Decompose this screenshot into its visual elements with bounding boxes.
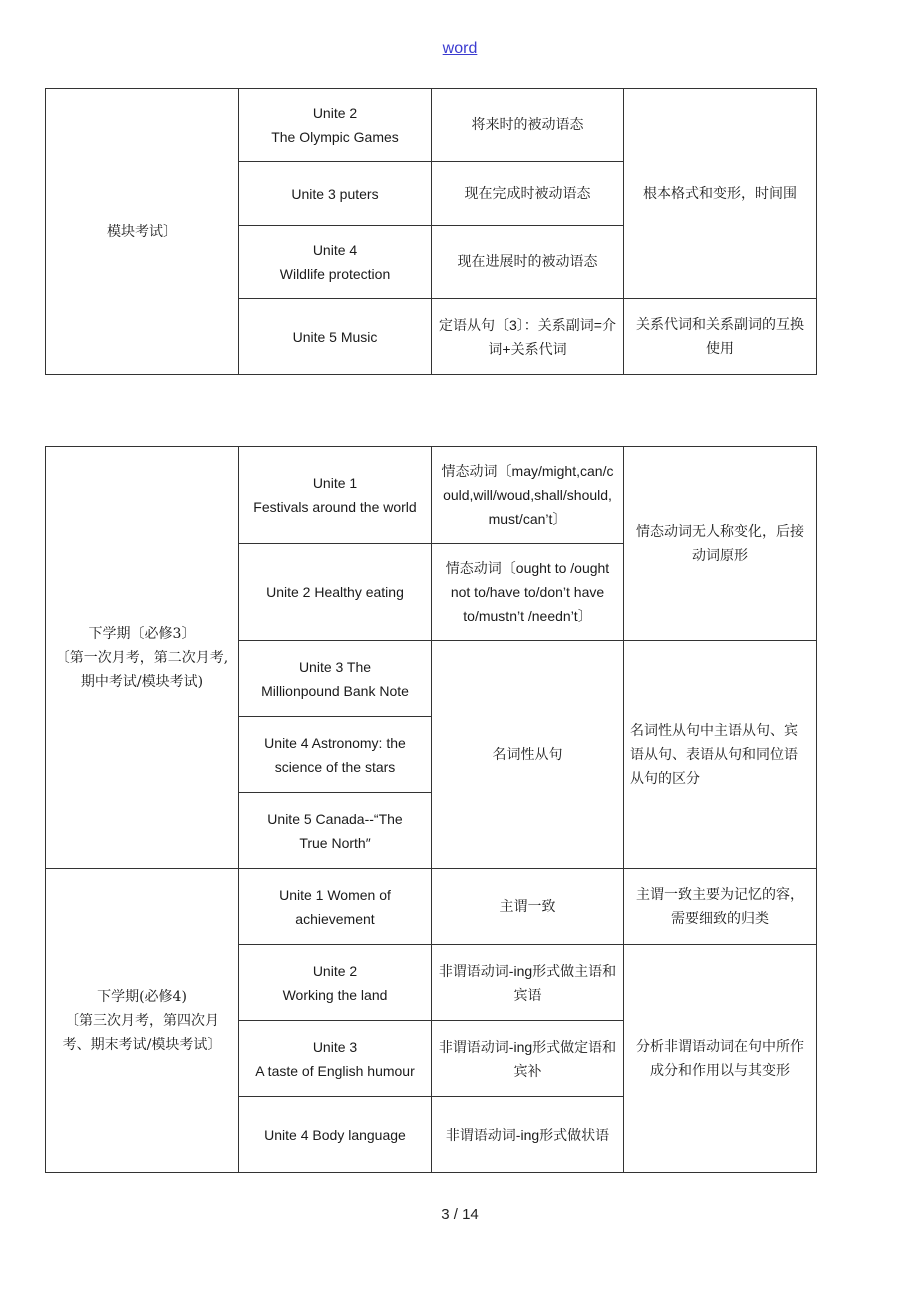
note-cell: 分析非谓语动词在句中所作成分和作用以与其变形 — [624, 945, 817, 1173]
note-cell: 主谓一致主要为记忆的容，需要细致的归类 — [624, 869, 817, 945]
curriculum-table-continued — [45, 88, 817, 375]
unit-cell: Unite 4 Astronomy: the science of the stars — [239, 717, 432, 793]
note-cell: 名词性从句中主语从句、宾语从句、表语从句和同位语从句的区分 — [624, 641, 817, 869]
grammar-cell: 现在进展时的被动语态 — [432, 226, 624, 299]
grammar-cell: 将来时的被动语态 — [432, 89, 624, 162]
unit-cell: Unite 1 Festivals around the world — [239, 447, 432, 544]
grammar-cell: 非谓语动词-ing形式做主语和宾语 — [432, 945, 624, 1021]
header-word-link[interactable]: word — [442, 40, 478, 57]
unit-cell: Unite 5 Canada--“The True North″ — [239, 793, 432, 869]
grammar-cell: 情态动词〔may/might,can/could,will/woud,shall/should,must/can’t〕 — [432, 447, 624, 544]
page-number: 3 / 14 — [441, 1206, 479, 1223]
term-cell-continued: 模块考试〕 — [46, 89, 239, 375]
term-cell-book4: 下学期(必修4) 〔第三次月考，第四次月考、期末考试/模块考试〕 — [46, 869, 239, 1173]
unit-cell: Unite 1 Women of achievement — [239, 869, 432, 945]
unit-cell: Unite 3 The Millionpound Bank Note — [239, 641, 432, 717]
note-cell: 情态动词无人称变化，后接动词原形 — [624, 447, 817, 641]
grammar-cell: 现在完成时被动语态 — [432, 162, 624, 226]
unit-cell: Unite 2 Working the land — [239, 945, 432, 1021]
grammar-cell: 主谓一致 — [432, 869, 624, 945]
unit-cell: Unite 3 puters — [239, 162, 432, 226]
unit-cell: Unite 5 Music — [239, 299, 432, 375]
grammar-cell: 非谓语动词-ing形式做状语 — [432, 1097, 624, 1173]
note-cell: 关系代词和关系副词的互换使用 — [624, 299, 817, 375]
grammar-cell: 非谓语动词-ing形式做定语和宾补 — [432, 1021, 624, 1097]
unit-cell: Unite 3 A taste of English humour — [239, 1021, 432, 1097]
note-cell: 根本格式和变形，时间围 — [624, 89, 817, 299]
unit-cell: Unite 2 Healthy eating — [239, 544, 432, 641]
term-cell-book3: 下学期〔必修3〕 〔第一次月考，第二次月考,期中考试/模块考试) — [46, 447, 239, 869]
grammar-cell: 定语从句〔3〕：关系副词=介词+关系代词 — [432, 299, 624, 375]
unit-cell: Unite 2 The Olympic Games — [239, 89, 432, 162]
grammar-cell: 情态动词〔ought to /ought not to/have to/don’t have to/mustn’t /needn’t〕 — [432, 544, 624, 641]
unit-cell: Unite 4 Body language — [239, 1097, 432, 1173]
grammar-cell: 名词性从句 — [432, 641, 624, 869]
unit-cell: Unite 4 Wildlife protection — [239, 226, 432, 299]
curriculum-table-second-term — [45, 446, 817, 1173]
